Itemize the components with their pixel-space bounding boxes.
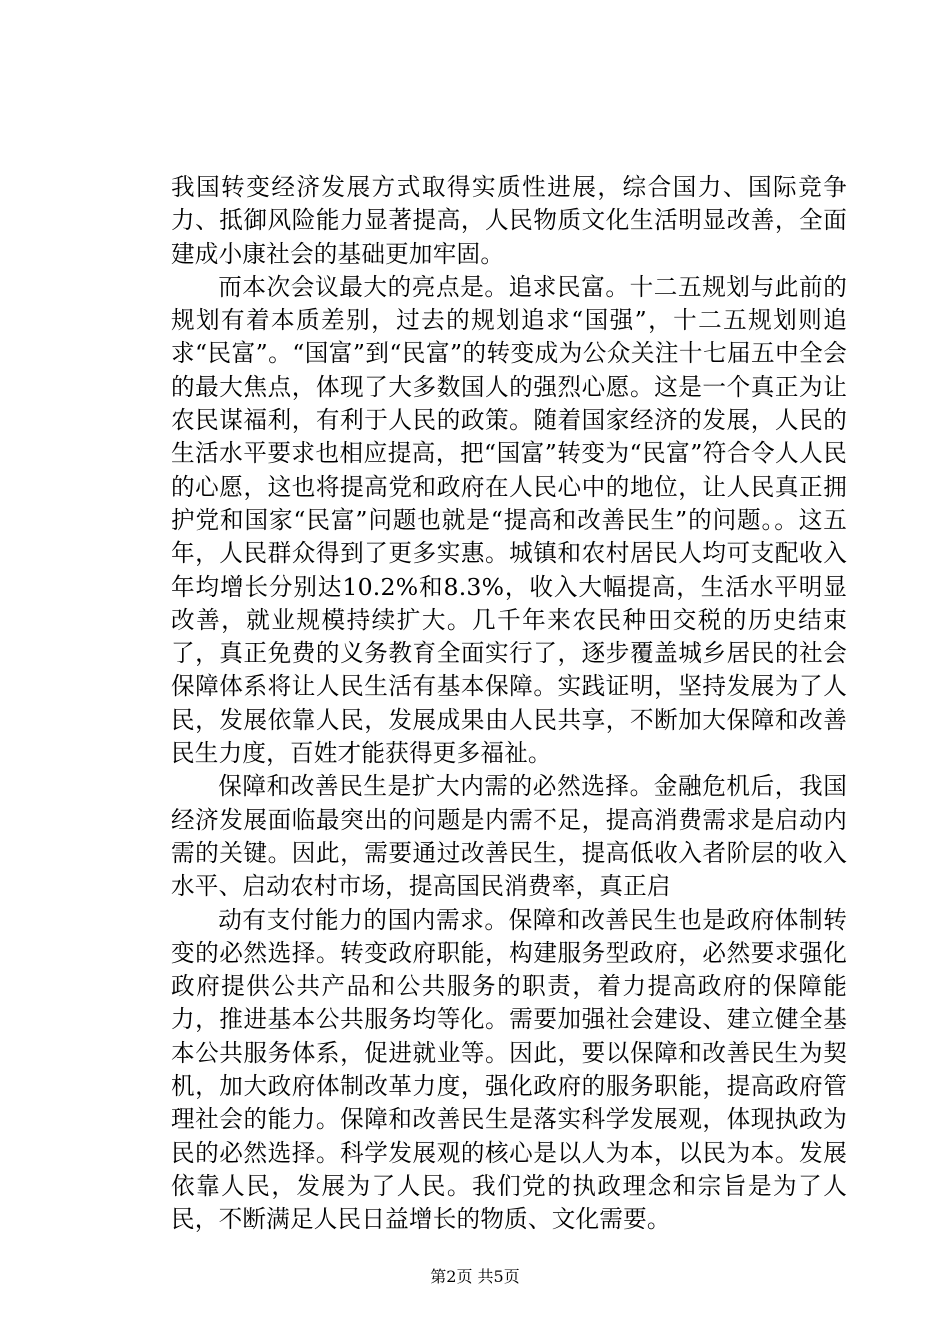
paragraph-2: 而本次会议最大的亮点是。追求民富。十二五规划与此前的规划有着本质差别，过去的规划追求“国强”，十二五规划则追求“民富”。“国富”到“民富”的转变成为公众关注十七届五中全会的最大焦点，体现了大多数国人的强烈心愿。这是一个真正为让农民谋福利，有利于人民的政策。随着国家经济的发展，人民的生活水平要求也相应提高，把“国富”转变为“民富”符合令人人民的心愿，这也将提高党和政府在人民心中的地位，让人民真正拥护党和国家“民富”问题也就是“提高和改善民生”的问题。。这五年，人民群众得到了更多实惠。城镇和农村居民人均可支配收入年均增长分别达10.2%和8.3%，收入大幅提高，生活水平明显改善，就业规模持续扩大。几千年来农民种田交税的历史结束了，真正免费的义务教育全面实行了，逐步覆盖城乡居民的社会保障体系将让人民生活有基本保障。实践证明，坚持发展为了人民，发展依靠人民，发展成果由人民共享，不断加大保障和改善民生力度，百姓才能获得更多福祉。	[171, 272, 847, 768]
page-footer	[0, 1267, 950, 1287]
body-text	[171, 171, 847, 1237]
paragraph-4: 动有支付能力的国内需求。保障和改善民生也是政府体制转变的必然选择。转变政府职能，构建服务型政府，必然要求强化政府提供公共产品和公共服务的职责，着力提高政府的保障能力，推进基本公共服务均等化。需要加强社会建设、建立健全基本公共服务体系，促进就业等。因此，要以保障和改善民生为契机，加大政府体制改革力度，强化政府的服务职能，提高政府管理社会的能力。保障和改善民生是落实科学发展观，体现执政为民的必然选择。科学发展观的核心是以人为本，以民为本。发展依靠人民，发展为了人民。我们党的执政理念和宗旨是为了人民，不断满足人民日益增长的物质、文化需要。	[171, 905, 847, 1234]
paragraph-1: 我国转变经济发展方式取得实质性进展，综合国力、国际竞争力、抵御风险能力显著提高，人民物质文化生活明显改善，全面建成小康社会的基础更加牢固。	[171, 173, 847, 268]
page-number-label: 第2页 共5页	[430, 1267, 520, 1286]
paragraph-3: 保障和改善民生是扩大内需的必然选择。金融危机后，我国经济发展面临最突出的问题是内需不足，提高消费需求是启动内需的关键。因此，需要通过改善民生，提高低收入者阶层的收入水平、启动农村市场，提高国民消费率，真正启	[171, 772, 847, 901]
